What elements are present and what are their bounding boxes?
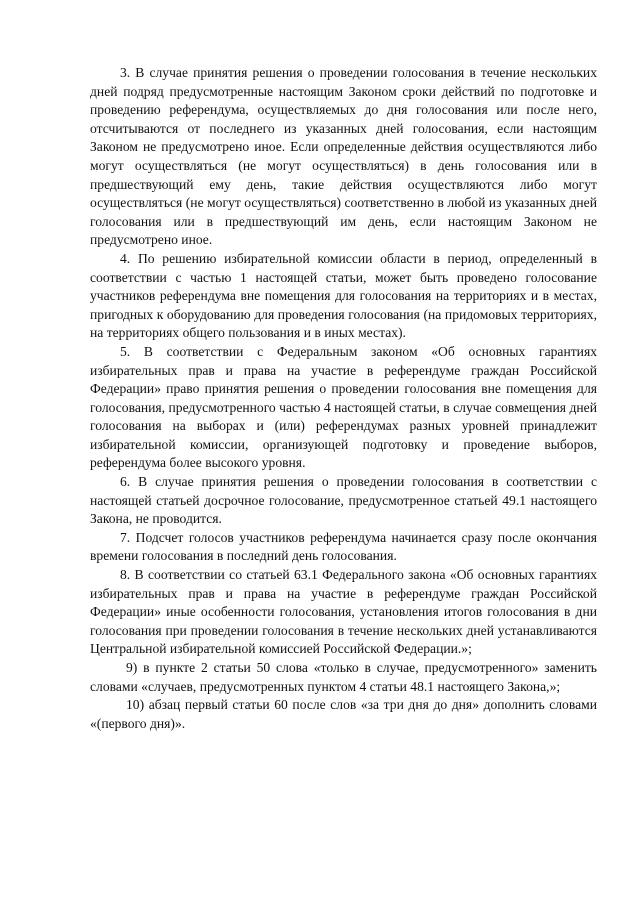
list-item-10: 10) абзац первый статьи 60 после слов «за три дня до дня» дополнить словами «(первого дня)».	[90, 697, 597, 731]
paragraph-5: 5. В соответствии с Федеральным законом «Об основных гарантиях избирательных прав и права на участие в референдуме граждан Российской Федерации» право принятия решения о проведении голосования вне помещения для голосования, предусмотренного частью 4 настоящей статьи, в случае совмещения дней голосования на выборах и (или) референдумах разных уровней принадлежит избирательной комиссии, организующей подготовку и проведение выборов, референдума более высокого уровня.	[90, 343, 597, 471]
paragraph-8: 8. В соответствии со статьей 63.1 Федерального закона «Об основных гарантиях избирательных прав и права на участие в референдуме граждан Российской Федерации» иные особенности голосования, установления итогов голосования в дни голосования при проведении голосования в течение нескольких дней устанавливаются Центральной избирательной комиссией Российской Федерации.»;	[90, 567, 597, 657]
document-body	[90, 64, 597, 733]
paragraph-7: 7. Подсчет голосов участников референдума начинается сразу после окончания времени голосования в последний день голосования.	[90, 529, 597, 564]
paragraph-3: 3. В случае принятия решения о проведении голосования в течение нескольких дней подряд предусмотренные настоящим Законом сроки действий по подготовке и проведению референдума, осуществляемых до дня голосования или после него, отсчитываются от последнего из указанных дней голосования, если настоящим Законом не предусмотрено иное. Если определенные действия осуществляются либо могут осуществляться (не могут осуществляться) в день голосования или в предшествующий ему день, такие действия осуществляются либо могут осуществляться (не могут осуществляться) соответственно в любой из указанных дней голосования или в предшествующий им день, если настоящим Законом не предусмотрено иное.	[90, 65, 597, 248]
paragraph-4: 4. По решению избирательной комиссии области в период, определенный в соответствии с частью 1 настоящей статьи, может быть проведено голосование участников референдума вне помещения для голосования на территориях и в местах, пригодных к оборудованию для проведения голосования (на придомовых территориях, на территориях общего пользования и в иных местах).	[90, 250, 597, 341]
paragraph-6: 6. В случае принятия решения о проведении голосования в соответствии с настоящей статьей досрочное голосование, предусмотренное статьей 49.1 настоящего Закона, не проводится.	[90, 474, 597, 527]
list-item-9: 9) в пункте 2 статьи 50 слова «только в случае, предусмотренного» заменить словами «случаев, предусмотренных пунктом 4 статьи 48.1 настоящего Закона,»;	[90, 660, 597, 694]
